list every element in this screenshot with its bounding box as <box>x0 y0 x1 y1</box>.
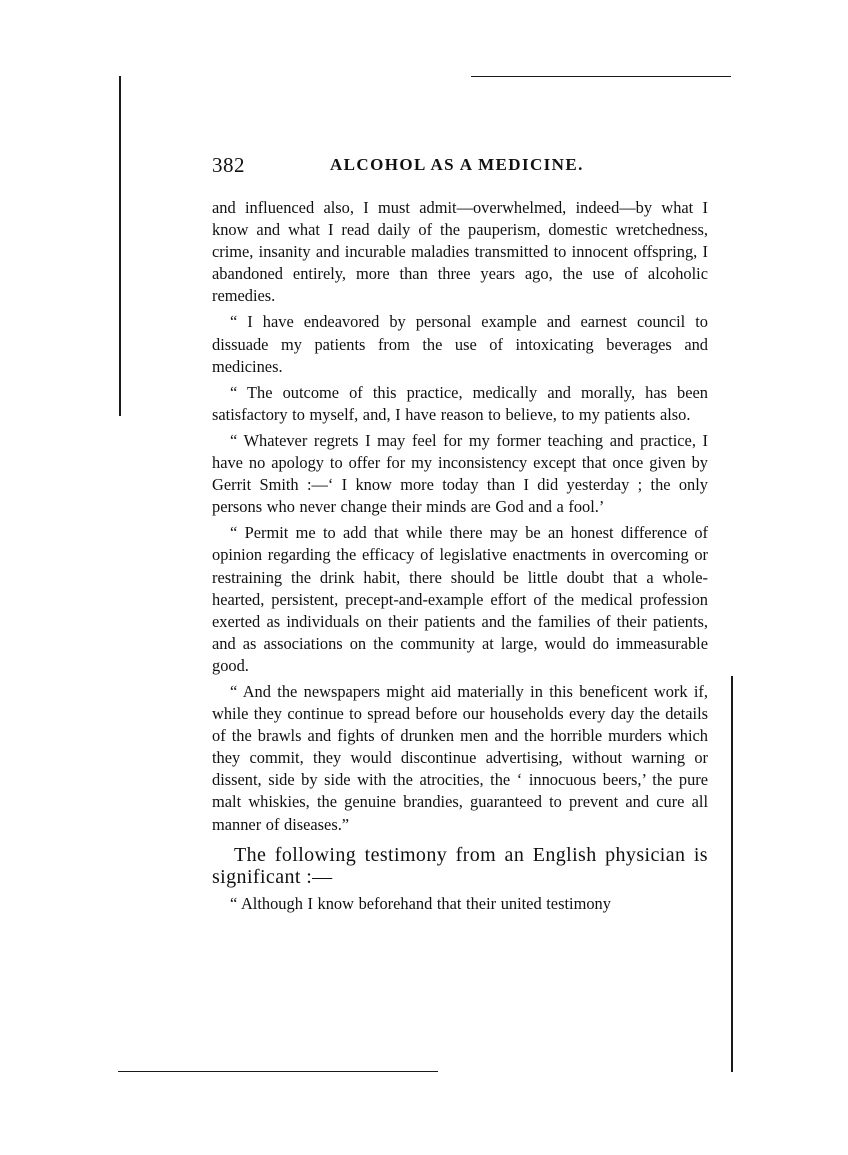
paragraph-quote: “ And the newspapers might aid materially in this beneficent work if, while they continue to spread before our households every day the details of the brawls and fights of drunken men and the horrible murders which they commit, they would discontinue advertising, without warning or dissent, side by side with the atrocities, the ‘ innocuous beers,’ the pure malt whiskies, the genuine brandies, guaranteed to prevent and cure all manner of diseases.” <box>212 681 708 834</box>
right-margin-rule <box>731 676 733 1072</box>
left-margin-rule <box>119 76 121 416</box>
body-text <box>212 197 708 919</box>
running-title: ALCOHOL AS A MEDICINE. <box>330 155 584 174</box>
paragraph-quote: “ The outcome of this practice, medically and morally, has been satisfactory to myself, and, I have reason to believe, to my patients also. <box>212 382 708 424</box>
top-rule <box>471 76 731 77</box>
paragraph-testimony-intro: The following testimony from an English physician is significant :— <box>212 843 708 889</box>
paragraph-quote: “ Permit me to add that while there may be an honest difference of opinion regarding the efficacy of legislative enactments in overcoming or restraining the drink habit, there should be little doubt that a whole-hearted, persistent, precept-and-example effort of the medical profession exerted as individuals on their patients and the families of their patients, and as associations on the community at large, would do immeasurable good. <box>212 523 708 675</box>
paragraph-continuation: and influenced also, I must admit—overwhelmed, indeed—by what I know and what I read daily of the pauperism, domestic wretchedness, crime, insanity and incurable maladies transmitted to innocent offspring, I abandoned entirely, more than three years ago, the use of alcoholic remedies. <box>212 198 708 306</box>
page-number: 382 <box>212 153 245 177</box>
paragraph-quote-start: “ Although I know beforehand that their united testimony <box>230 893 611 913</box>
bottom-rule <box>118 1071 438 1072</box>
paragraph-quote: “ Whatever regrets I may feel for my former teaching and practice, I have no apology to offer for my inconsistency except that once given by Gerrit Smith :—‘ I know more today than I did yesterday ; the only persons who never change their minds are God and a fool.’ <box>212 430 708 517</box>
paragraph-quote: “ I have endeavored by personal example and earnest council to dissuade my patients from the use of intoxicating beverages and medicines. <box>212 312 708 376</box>
page-header <box>212 153 708 183</box>
